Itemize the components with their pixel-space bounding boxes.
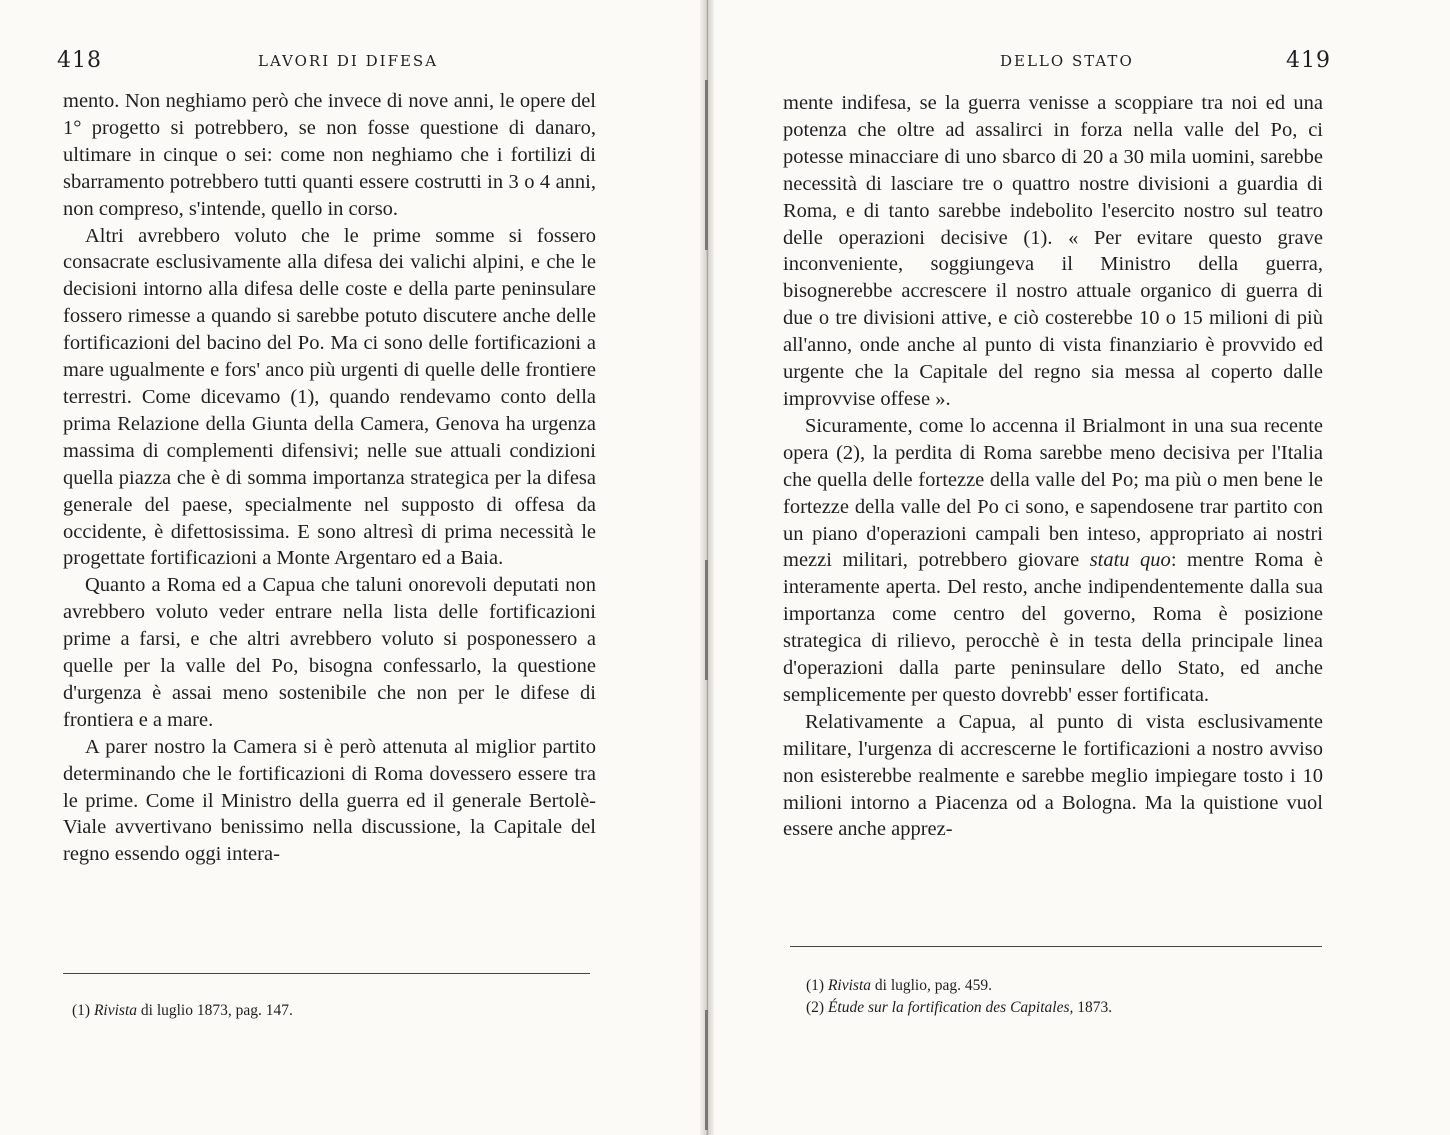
footnote-marker: (1) <box>72 1002 91 1019</box>
paragraph: Quanto a Roma ed a Capua che taluni onorevoli deputati non avrebbero voluto veder entrare nella lista delle fortificazioni prime a farsi, e che altri avrebbero voluto si posponessero a quelle per la valle del Po, bisogna confessarlo, la questione d'urgenza è assai meno sostenibile che non per le difese di frontiera e a mare. <box>63 574 596 731</box>
running-head: LAVORI DI DIFESA <box>258 52 439 70</box>
paragraph-text: Sicuramente, come lo accenna il Brialmont in una sua recente opera (2), la perdita di Roma sarebbe meno decisiva per l'Italia che quella delle fortezze della valle del Po; ma più o men bene le fortezze della valle del Po ci sono, e sapendosene trar partito con un piano d'operazioni campali ben inteso, appropriato ai nostri mezzi militari, potrebbero giovare <box>783 414 1323 572</box>
footnote-detail: di luglio, pag. 459. <box>874 977 992 994</box>
footnote-source: Rivista <box>93 1002 138 1019</box>
page-number: 418 <box>57 48 102 73</box>
right-page <box>714 0 1450 1135</box>
left-page-body <box>63 88 596 868</box>
footnote <box>72 1000 293 1022</box>
paragraph-text: : mentre Roma è interamente aperta. Del resto, anche indipendentemente dalla sua importanza come centro del governo, Roma è posizione strategica di rilievo, perocchè è in testa della principale linea d'operazioni dalla parte peninsulare dello Stato, ed anche semplicemente per questo dovrebb' esser fortificata. <box>783 549 1323 706</box>
paragraph: Relativamente a Capua, al punto di vista esclusivamente militare, l'urgenza di accrescerne le fortificazioni a nostro avviso non esisterebbe realmente e sarebbe meglio impiegare tosto i 10 milioni intorno a Piacenza od a Bologna. Ma la quistione vuol essere anche apprez- <box>783 710 1323 841</box>
footnote <box>806 997 1112 1019</box>
footnote-detail: di luglio 1873, pag. 147. <box>140 1002 293 1019</box>
paragraph: mente indifesa, se la guerra venisse a scoppiare tra noi ed una potenza che oltre ad assalirci in forza nella valle del Po, ci potesse minacciare di uno sbarco di 20 a 30 mila uomini, sarebbe necessità di lasciare tre o quattro nostre divisioni a guardia di Roma, e di tanto sarebbe indebolito l'esercito nostro sul teatro delle operazioni decisive (1). « Per evitare questo grave inconveniente, soggiungeva il Ministro della guerra, bisognerebbe accrescere il nostro attuale organico di guerra di due o tre divisioni attive, e ciò costerebbe 10 o 15 milioni di più all'anno, onde anche al punto di vista finanziario è provvido ed urgente che la Capitale del regno sia messa al coperto dalle improvvise offese ». <box>783 92 1323 410</box>
footnote-detail: 1873. <box>1077 999 1113 1016</box>
binding-stitch <box>705 1010 708 1130</box>
paragraph: Altri avrebbero voluto che le prime somme si fossero consacrate esclusivamente alla difesa dei valichi alpini, e che le decisioni intorno alla difesa delle coste e della parte peninsulare fossero rimesse a quando si sarebbe potuto discutere anche delle fortificazioni del bacino del Po. Ma ci sono delle fortificazioni a mare ugualmente e fors' anco più urgenti di quelle delle frontiere terrestri. Come dicevamo (1), quando rendevamo conto della prima Relazione della Giunta della Camera, Genova ha urgenza massima di complementi difensivi; nelle sue attuali condizioni quella piazza che è di somma importanza strategica per la difesa generale del paese, specialmente nel supposto di offesa da occidente, è difettosissima. E sono altresì di prima necessità le progettate fortificazioni a Monte Argentaro ed a Baia. <box>63 224 596 570</box>
running-head: DELLO STATO <box>1000 52 1134 70</box>
right-page-body <box>783 90 1323 843</box>
binding-stitch <box>705 80 708 250</box>
footnote-rule <box>63 973 590 974</box>
footnote-rule <box>790 946 1322 947</box>
paragraph <box>783 413 1323 709</box>
footnote <box>806 975 1112 997</box>
italic-phrase: statu quo <box>1089 549 1171 572</box>
footnote-source: Rivista <box>827 977 872 994</box>
binding-stitch <box>705 560 708 680</box>
paragraph: mento. Non neghiamo però che invece di nove anni, le opere del 1° progetto si potrebbero, se non fosse questione di danaro, ultimare in cinque o sei: come non neghiamo che i fortilizi di sbarramento potrebbero tutti quanti essere costrutti in 3 o 4 anni, non compreso, s'intende, quello in corso. <box>63 90 596 220</box>
paragraph: A parer nostro la Camera si è però attenuta al miglior partito determinando che le fortificazioni di Roma dovessero essere tra le prime. Come il Ministro della guerra ed il generale Bertolè-Viale avvertivano benissimo nella discussione, la Capitale del regno essendo oggi intera- <box>63 735 596 866</box>
left-page <box>0 0 700 1135</box>
footnote-source: Étude sur la fortification des Capitales, <box>827 999 1074 1016</box>
page-number: 419 <box>1286 48 1331 73</box>
footnotes <box>806 975 1112 1019</box>
footnote-marker: (2) <box>806 999 825 1016</box>
footnote-marker: (1) <box>806 977 825 994</box>
